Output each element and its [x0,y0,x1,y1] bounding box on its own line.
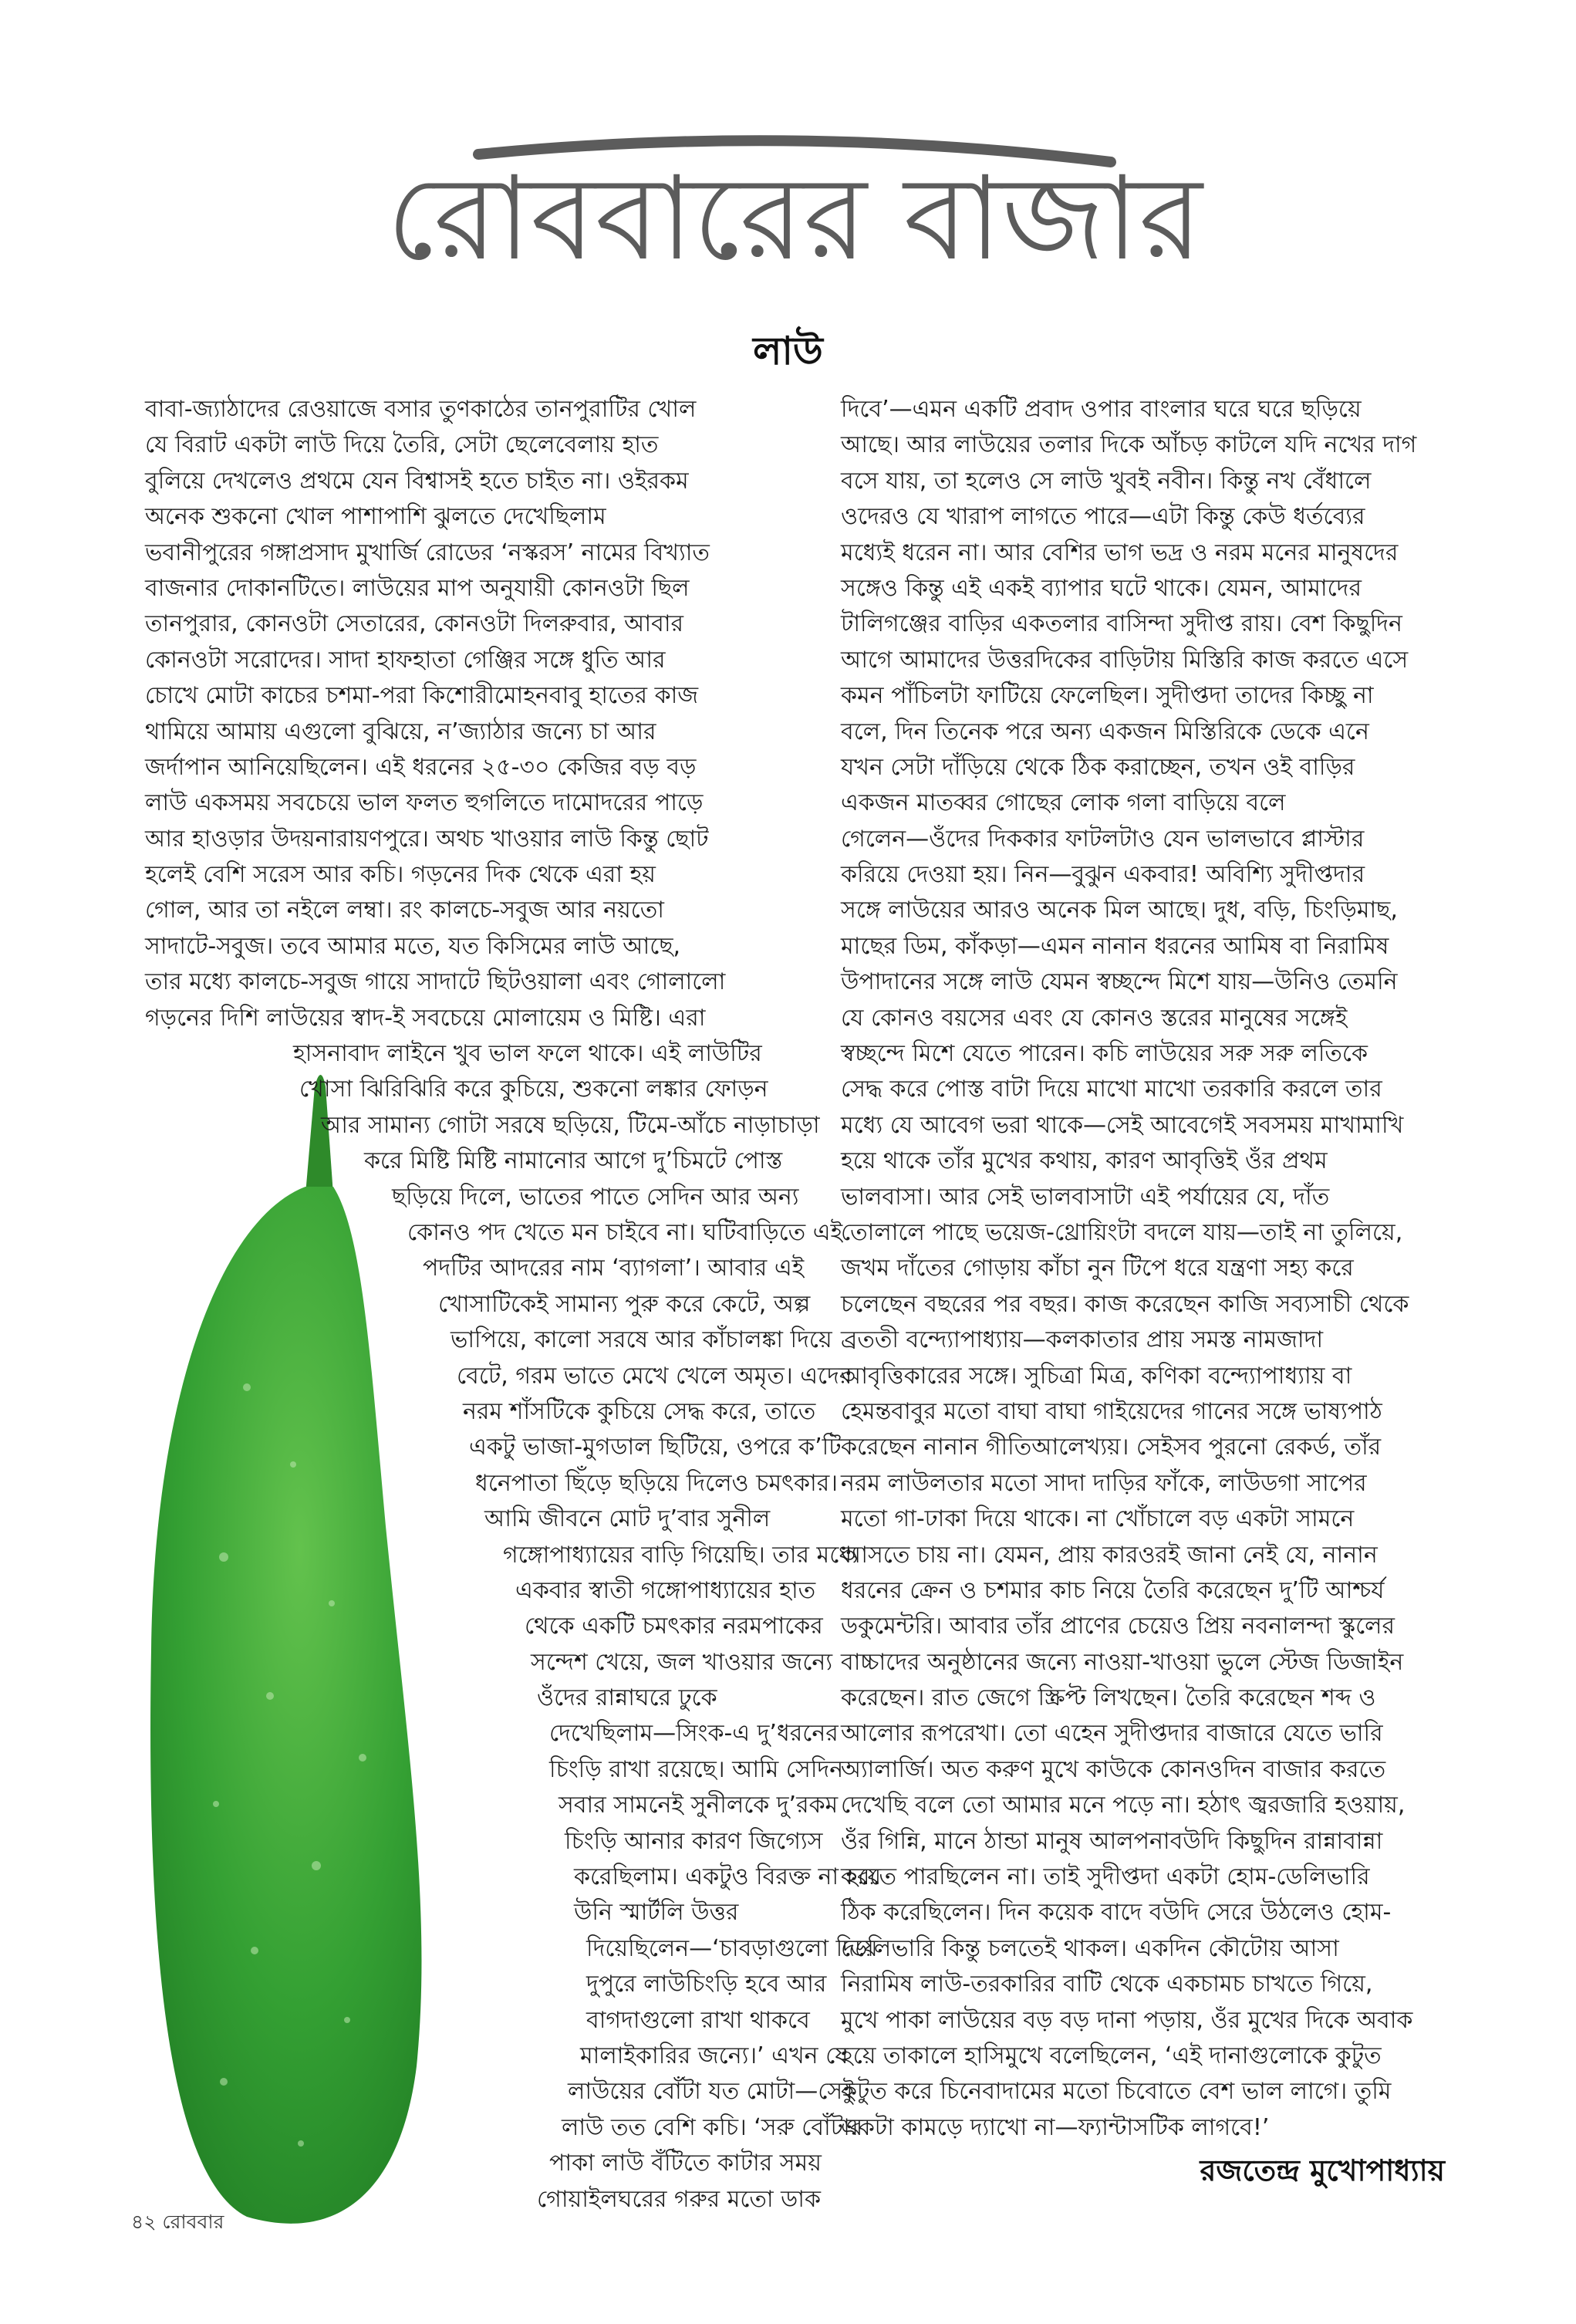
article-line: গোয়াইলঘরের গরুর মতো ডাক [537,2185,821,2213]
article-line: সন্দেশ খেয়ে, জল খাওয়ার জন্যে [531,1648,833,1676]
article-line: বাচ্চাদের অনুষ্ঠানের জন্যে নাওয়া-খাওয়া ভুলে স্টেজ ডিজাইন [841,1648,1404,1676]
article-line: আলোর রূপরেখা। তো এহেন সুদীপ্তদার বাজারে যেতে ভারি [841,1720,1383,1748]
article-line: ভালবাসা। আর সেই ভালবাসাটা এই পর্যায়ের যে, দাঁত [841,1183,1330,1211]
article-line: দেখেছিলাম—সিংক-এ দু’ধরনের [549,1720,839,1748]
article-line: বুলিয়ে দেখলেও প্রথমে যেন বিশ্বাসই হতে চাইত না। ওইরকম [145,467,689,495]
article-line: করেছেন। রাত জেগে স্ক্রিপ্ট লিখছেন। তৈরি করেছেন শব্দ ও [841,1684,1376,1712]
article-line: কুটুত করে চিনেবাদামের মতো চিবোতে বেশ ভাল লাগে। তুমি [841,2078,1392,2106]
article-line: সাদাটে-সবুজ। তবে আমার মতে, যত কিসিমের লাউ আছে, [145,932,681,960]
article-line: পদটির আদরের নাম ‘ব্যাগলা’। আবার এই [423,1255,805,1282]
article-line: হেমন্তবাবুর মতো বাঘা বাঘা গাইয়েদের গানের সঙ্গে ভাষ্যপাঠ [841,1397,1382,1425]
article-line: সঙ্গেও কিন্তু এই একই ব্যাপার ঘটে থাকে। যেমন, আমাদের [841,574,1362,602]
article-line: সবার সামনেই সুনীলকে দু’রকম [559,1792,839,1819]
article-line: করতে পারছিলেন না। তাই সুদীপ্তদা একটা হোম-ডেলিভারি [841,1863,1370,1891]
article-line: হয়ে তাকালে হাসিমুখে বলেছিলেন, ‘এই দানাগুলোকে কুটুত [841,2042,1382,2069]
article-line: সেদ্ধ করে পোস্ত বাটা দিয়ে মাখো মাখো তরকারি করলে তার [841,1076,1382,1103]
article-line: ধরনের ক্রেন ও চশমার কাচ নিয়ে তৈরি করেছেন দু’টি আশ্চর্য [841,1576,1385,1604]
article-line: যে বিরাট একটা লাউ দিয়ে তৈরি, সেটা ছেলেবেলায় হাত [145,431,659,459]
article-line: বাগদাগুলো রাখা থাকবে [586,2006,810,2034]
article-line: মুখে পাকা লাউয়ের বড় বড় দানা পড়ায়, ওঁর মুখের দিকে অবাক [841,2006,1413,2034]
article-line: বাজনার দোকানটিতে। লাউয়ের মাপ অনুযায়ী কোনওটা ছিল [145,574,690,602]
article-line: ডেলিভারি কিন্তু চলতেই থাকল। একদিন কৌটোয় আসা [841,1934,1339,1962]
article-line: আর সামান্য গোটা সরষে ছড়িয়ে, টিমে-আঁচে নাড়াচাড়া [321,1111,820,1139]
article-line: মালাইকারির জন্যে।’ এখন যে [580,2042,849,2069]
article-line: দিবে’—এমন একটি প্রবাদ ওপার বাংলার ঘরে ঘরে ছড়িয়ে [841,396,1362,423]
article-line: করিয়ে দেওয়া হয়। নিন—বুঝুন একবার! অবিশ্যি সুদীপ্তদার [841,861,1365,889]
article-line: একবার স্বাতী গঙ্গোপাধ্যায়ের হাত [515,1576,816,1604]
article-line: আগে আমাদের উত্তরদিকের বাড়িটায় মিস্তিরি কাজ করতে এসে [841,646,1409,674]
article-line: লাউ তত বেশি কচি। ‘সরু বোঁটার [562,2113,863,2141]
article-line: একটু ভাজা-মুগডাল ছিটিয়ে, ওপরে ক’টি [469,1434,842,1461]
article-line: মাছের ডিম, কাঁকড়া—এমন নানান ধরনের আমিষ বা নিরামিষ [841,932,1389,960]
article-line: হয়ে থাকে তাঁর মুখের কথায়, কারণ আবৃত্তিই ওঁর প্রথম [841,1147,1328,1175]
article-line: যখন সেটা দাঁড়িয়ে থেকে ঠিক করাচ্ছেন, তখন ওই বাড়ির [841,753,1355,781]
article-line: পাকা লাউ বঁটিতে কাটার সময় [549,2150,822,2177]
article-line: নিরামিষ লাউ-তরকারির বাটি থেকে একচামচ চাখতে গিয়ে, [841,1971,1373,1998]
article-line: থেকে একটি চমৎকার নরমপাকের [525,1613,823,1640]
article-line: তোলালে পাছে ভয়েজ-থ্রোয়িংটা বদলে যায়—তাই না তুলিয়ে, [841,1218,1403,1246]
article-line: একজন মাতব্বর গোছের লোক গলা বাড়িয়ে বলে [841,789,1286,817]
masthead-text: রোববারের বাজার [386,152,1203,286]
article-line: করে মিষ্টি মিষ্টি নামানোর আগে দু’চিমটে পোস্ত [364,1147,783,1175]
article-line: মধ্যেই ধরেন না। আর বেশির ভাগ ভদ্র ও নরম মনের মানুষদের [841,539,1399,566]
article-line: নরম লাউলতার মতো সাদা দাড়ির ফাঁকে, লাউডগা সাপের [841,1469,1367,1497]
article-line: গেলেন—ওঁদের দিককার ফাটলটাও যেন ভালভাবে প্লাস্টার [841,825,1365,853]
author-byline: রজতেন্দ্র মুখোপাধ্যায় [1200,2153,1445,2187]
article-line: ডকুমেন্টরি। আবার তাঁর প্রাণের চেয়েও প্রিয় নবনালন্দা স্কুলের [841,1613,1395,1640]
article-line: মতো গা-ঢাকা দিয়ে থাকে। না খোঁচালে বড় একটা সামনে [841,1505,1355,1533]
article-line: আর হাওড়ার উদয়নারায়ণপুরে। অথচ খাওয়ার লাউ কিন্তু ছোট [145,825,709,853]
article-line: নরম শাঁসটিকে কুচিয়ে সেদ্ধ করে, তাতে [463,1397,816,1425]
article-line: থামিয়ে আমায় এগুলো বুঝিয়ে, ন’জ্যাঠার জন্যে চা আর [145,718,656,745]
article-line: বলে, দিন তিনেক পরে অন্য একজন মিস্তিরিকে ডেকে এনে [841,718,1369,745]
article-line: তার মধ্যে কালচে-সবুজ গায়ে সাদাটে ছিটওয়ালা এবং গোলালো [145,968,726,996]
article-line: গড়নের দিশি লাউয়ের স্বাদ-ই সবচেয়ে মোলায়েম ও মিষ্টি। এরা [145,1004,706,1032]
article-line: আছে। আর লাউয়ের তলার দিকে আঁচড় কাটলে যদি নখের দাগ [841,431,1417,459]
page-folio: ৪২ রোববার [131,2211,224,2233]
article-line: বসে যায়, তা হলেও সে লাউ খুবই নবীন। কিন্তু নখ বেঁধালে [841,467,1372,495]
article-line: উপাদানের সঙ্গে লাউ যেমন স্বচ্ছন্দে মিশে যায়—উনিও তেমনি [841,968,1398,996]
article-line: ভাপিয়ে, কালো সরষে আর কাঁচালঙ্কা দিয়ে [451,1326,832,1354]
article-line: ভবানীপুরের গঙ্গাপ্রসাদ মুখার্জি রোডের ‘নস্করস’ নামের বিখ্যাত [145,539,710,566]
article-line: কোনওটা সরোদের। সাদা হাফহাতা গেঞ্জির সঙ্গে ধুতি আর [145,646,666,674]
article-line: খোসা ঝিরিঝিরি করে কুচিয়ে, শুকনো লঙ্কার ফোড়ন [299,1076,768,1103]
masthead-brush-lettering [386,131,1203,293]
article-line: ধনেপাতা ছিঁড়ে ছড়িয়ে দিলেও চমৎকার। [475,1469,838,1497]
article-line: অ্যালার্জি। অত করুণ মুখে কাউকে কোনওদিন বাজার করতে [841,1755,1386,1783]
article-line: উনি স্মার্টলি উত্তর [574,1899,739,1927]
article-line: হাসনাবাদ লাইনে খুব ভাল ফলে থাকে। এই লাউটির [293,1040,762,1068]
article-line: মধ্যে যে আবেগ ভরা থাকে—সেই আবেগেই সবসময় মাখামাখি [841,1111,1404,1139]
article-subtitle: লাউ [753,329,823,373]
masthead-title [386,131,1203,293]
article-line: চোখে মোটা কাচের চশমা-পরা কিশোরীমোহনবাবু হাতের কাজ [145,682,699,710]
article-line: জখম দাঁতের গোড়ায় কাঁচা নুন টিপে ধরে যন্ত্রণা সহ্য করে [841,1255,1354,1282]
article-line: ওঁদের রান্নাঘরে ঢুকে [537,1684,717,1712]
article-line: কোনও পদ খেতে মন চাইবে না। ঘটিবাড়িতে এই [407,1218,843,1246]
article-line: চিংড়ি রাখা রয়েছে। আমি সেদিন [549,1755,844,1783]
article-column-left [145,392,882,2218]
article-line: আসতে চায় না। যেমন, প্রায় কারওরই জানা নেই যে, নানান [841,1541,1378,1569]
article-line: খোসাটিকেই সামান্য পুরু করে কেটে, অল্প [438,1290,811,1318]
article-line: একটা কামড়ে দ্যাখো না—ফ্যান্টাসটিক লাগবে!’ [841,2113,1270,2141]
article-line: চিংড়ি আনার কারণ জিগ্যেস [565,1827,823,1855]
article-column-right [841,392,1458,2146]
article-line: ব্রততী বন্দ্যোপাধ্যায়—কলকাতার প্রায় সমস্ত নামজাদা [841,1326,1324,1354]
article-line: ছড়িয়ে দিলে, ভাতের পাতে সেদিন আর অন্য [392,1183,799,1211]
article-line: সঙ্গে লাউয়ের আরও অনেক মিল আছে। দুধ, বড়ি, চিংড়িমাছ, [841,897,1398,924]
article-line: দিয়েছিলেন—‘চাবড়াগুলো দিয়ে [586,1934,878,1962]
article-line: তানপুরার, কোনওটা সেতারের, কোনওটা দিলরুবার, আবার [145,610,684,638]
article-line: আমি জীবনে মোট দু’বার সুনীল [484,1505,771,1533]
article-line: স্বচ্ছন্দে মিশে যেতে পারেন। কচি লাউয়ের সরু সরু লতিকে [841,1040,1368,1068]
article-line: গোল, আর তা নইলে লম্বা। রং কালচে-সবুজ আর নয়তো [145,897,665,924]
article-line: করেছেন নানান গীতিআলেখ্যয়। সেইসব পুরনো রেকর্ড, তাঁর [841,1434,1382,1461]
article-line: বাবা-জ্যাঠাদের রেওয়াজে বসার তুণকাঠের তানপুরাটির খোল [145,396,697,423]
article-line: লাউ একসময় সবচেয়ে ভাল ফলত হুগলিতে দামোদরের পাড়ে [145,789,704,817]
article-line: টালিগঞ্জের বাড়ির একতলার বাসিন্দা সুদীপ্ত রায়। বেশ কিছুদিন [841,610,1402,638]
article-line: জর্দাপান আনিয়েছিলেন। এই ধরনের ২৫-৩০ কেজির বড় বড় [145,753,697,781]
article-line: চলেছেন বছরের পর বছর। কাজ করেছেন কাজি সব্যসাচী থেকে [841,1290,1409,1318]
article-line: দেখেছি বলে তো আমার মনে পড়ে না। হঠাৎ জ্বরজারি হওয়ায়, [841,1792,1406,1819]
article-line: হলেই বেশি সরেস আর কচি। গড়নের দিক থেকে এরা হয় [145,861,656,889]
article-line: ওদেরও যে খারাপ লাগতে পারে—এটা কিন্তু কেউ ধর্তব্যের [841,503,1365,531]
article-line: অনেক শুকনো খোল পাশাপাশি ঝুলতে দেখেছিলাম [145,503,606,531]
article-line: করেছিলাম। একটুও বিরক্ত না হয়ে [574,1863,882,1891]
article-line: কমন পাঁচিলটা ফাটিয়ে ফেলেছিল। সুদীপ্তদা তাদের কিচ্ছু না [841,682,1374,710]
article-line: বেটে, গরম ভাতে মেখে খেলে অমৃত। এদের [457,1362,852,1390]
article-line: আবৃত্তিকারের সঙ্গে। সুচিত্রা মিত্র, কণিকা বন্দ্যোপাধ্যায় বা [841,1362,1352,1390]
article-line: ওঁর গিন্নি, মানে ঠান্ডা মানুষ আলপনাবউদি কিছুদিন রান্নাবান্না [841,1827,1383,1855]
article-line: গঙ্গোপাধ্যায়ের বাড়ি গিয়েছি। তার মধ্যে [503,1541,859,1569]
article-line: যে কোনও বয়সের এবং যে কোনও স্তরের মানুষের সঙ্গেই [841,1004,1348,1032]
article-line: ঠিক করেছিলেন। দিন কয়েক বাদে বউদি সেরে উঠলেও হোম- [841,1899,1392,1927]
article-line: দুপুরে লাউচিংড়ি হবে আর [586,1971,827,1998]
article-line: লাউয়ের বোঁটা যত মোটা—সেই [568,2078,855,2106]
